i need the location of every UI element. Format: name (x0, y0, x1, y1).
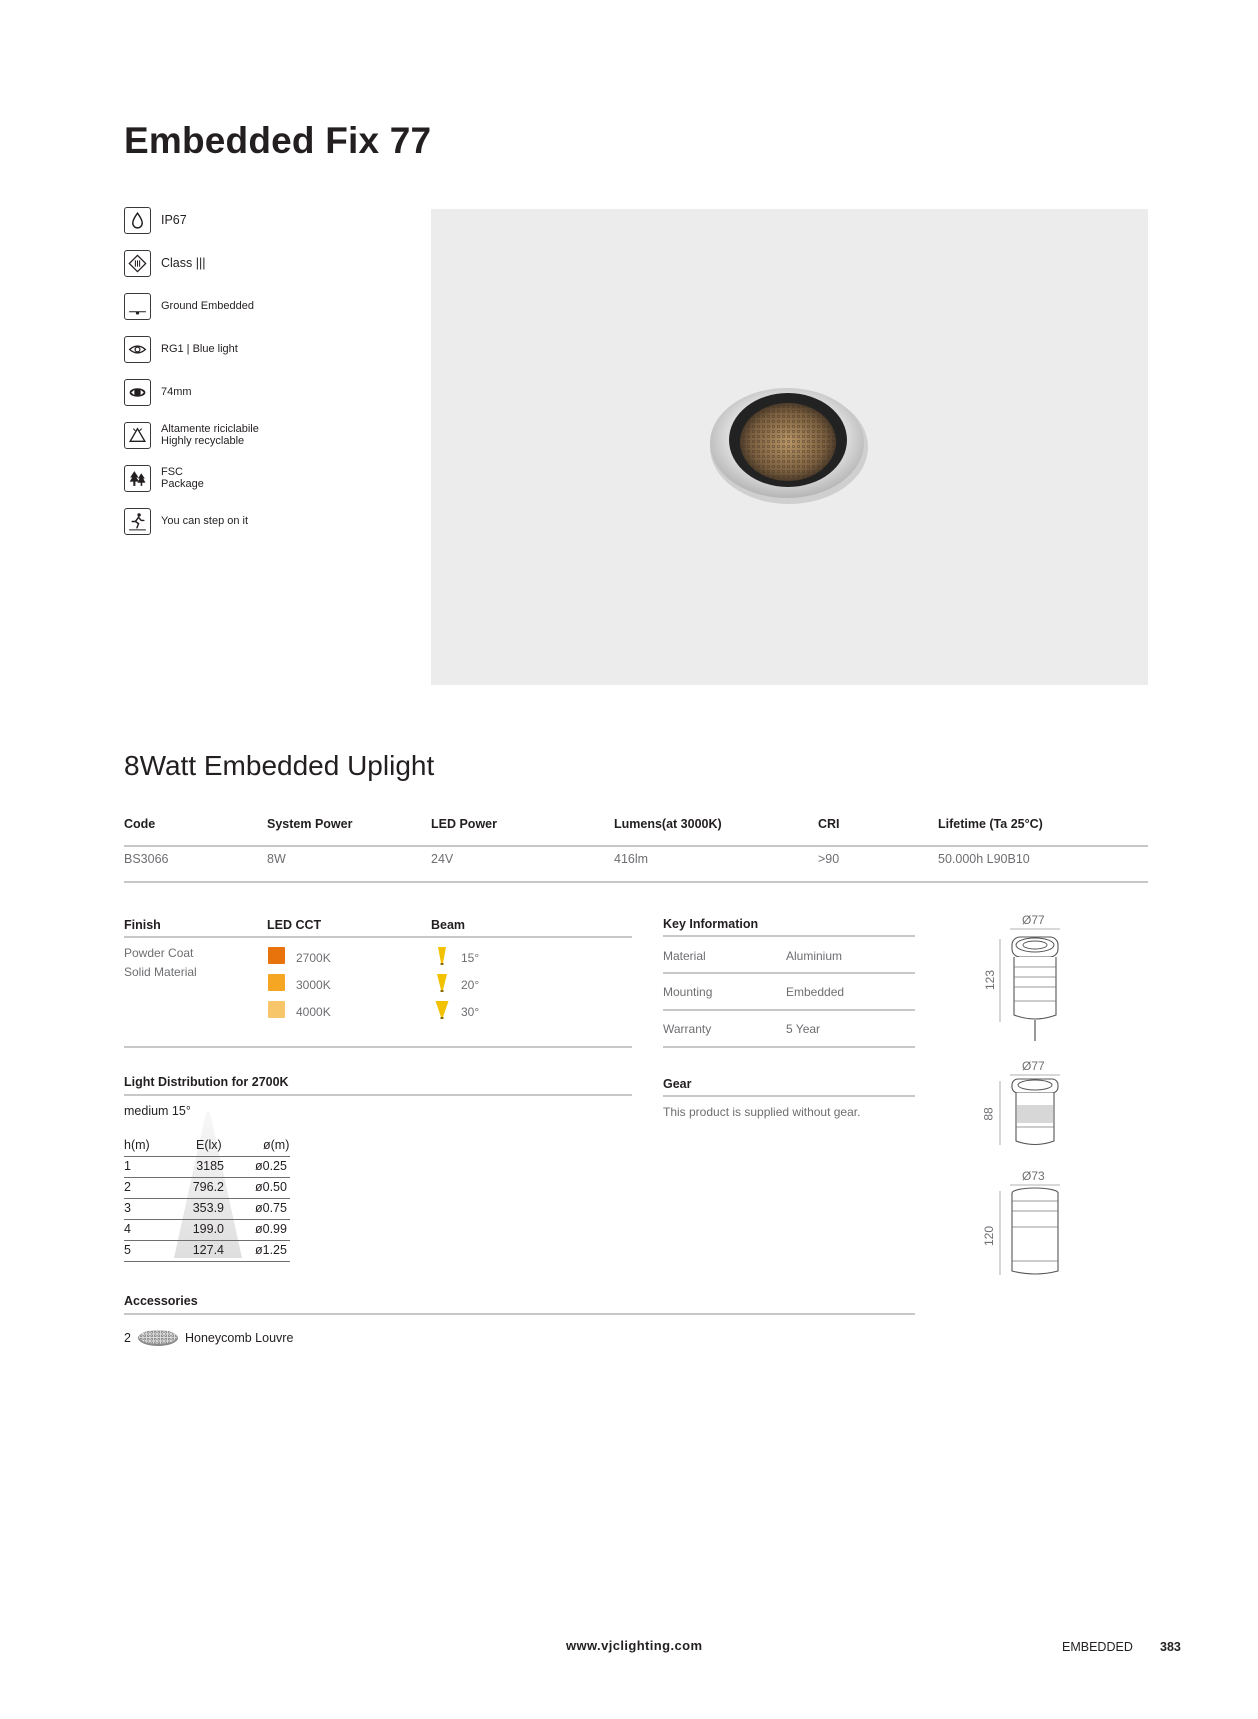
feature-recyclable (124, 421, 259, 449)
footer-section: EMBEDDED (1062, 1640, 1133, 1654)
feature-label-secondary: Package (161, 478, 204, 490)
divider (124, 936, 632, 938)
light-distribution-heading: Light Distribution for 2700K (124, 1075, 289, 1089)
drawing-fixture-1 (960, 927, 1080, 1047)
divider (124, 1313, 915, 1315)
cutout-icon (124, 379, 151, 406)
distribution-height: 5 (124, 1243, 131, 1257)
drawing-fixture-3 (960, 1183, 1080, 1283)
gear-text: This product is supplied without gear. (663, 1105, 861, 1119)
fsc-tree-icon (124, 465, 151, 492)
table-row (124, 1157, 290, 1178)
feature-fsc (124, 464, 204, 492)
product-photo (431, 209, 1148, 685)
distribution-height: 3 (124, 1201, 131, 1215)
cct-swatch-4000k (268, 1001, 285, 1018)
drawing-height: 120 (982, 1225, 997, 1247)
table-row (124, 1199, 290, 1220)
beam-heading: Beam (431, 918, 466, 932)
feature-step-on (124, 507, 248, 535)
technical-drawings (960, 913, 1080, 1293)
luminaire-image (431, 209, 1148, 685)
beam-label: 30° (461, 1005, 480, 1019)
accessory-label: Honeycomb Louvre (185, 1331, 294, 1345)
finish-heading: Finish (124, 918, 161, 932)
spec-header-led-power: LED Power (431, 817, 497, 831)
beam-label: 15° (461, 951, 480, 965)
spec-header-lifetime: Lifetime (Ta 25°C) (938, 817, 1043, 831)
key-info-label: Mounting (663, 985, 713, 999)
cct-label: 3000K (296, 978, 331, 992)
page-number: 383 (1160, 1640, 1181, 1654)
key-info-value: 5 Year (786, 1022, 821, 1036)
key-info-label: Material (663, 949, 706, 963)
key-info-value: Embedded (786, 985, 845, 999)
feature-label: 74mm (161, 386, 192, 398)
section-title: 8Watt Embedded Uplight (124, 750, 435, 781)
distribution-lux: 796.2 (192, 1180, 224, 1194)
key-info-value: Aluminium (786, 949, 843, 963)
feature-label: Ground Embedded (161, 300, 254, 312)
spec-header-code: Code (124, 817, 156, 831)
class-iii-icon (124, 250, 151, 277)
water-drop-icon (124, 207, 151, 234)
distribution-col-e: E(lx) (196, 1138, 222, 1152)
divider (124, 1094, 632, 1096)
cct-swatch-3000k (268, 974, 285, 991)
table-row (124, 1241, 290, 1262)
feature-label: RG1 | Blue light (161, 343, 238, 355)
recycle-icon (124, 422, 151, 449)
beam-type-label: medium 15° (124, 1104, 191, 1118)
divider (663, 1009, 915, 1011)
cct-label: 2700K (296, 951, 331, 965)
distribution-lux: 353.9 (192, 1201, 224, 1215)
gear-heading: Gear (663, 1077, 692, 1091)
key-info-label: Warranty (663, 1022, 712, 1036)
beam-30-icon (434, 1000, 450, 1025)
spec-lifetime: 50.000h L90B10 (938, 852, 1030, 866)
honeycomb-louvre-icon (136, 1327, 180, 1349)
spec-code: BS3066 (124, 852, 169, 866)
feature-ground-embedded (124, 292, 254, 320)
feature-label: FSC (161, 466, 183, 478)
distribution-height: 2 (124, 1180, 131, 1194)
feature-label-secondary: Highly recyclable (161, 435, 245, 447)
distribution-col-d: ø(m) (263, 1138, 290, 1152)
table-row (124, 1178, 290, 1199)
ground-embedded-icon (124, 293, 151, 320)
feature-ip67 (124, 206, 187, 234)
spec-led-power: 24V (431, 852, 454, 866)
distribution-diameter: ø0.50 (255, 1180, 287, 1194)
divider (663, 1046, 915, 1048)
drawing-diameter: Ø77 (1022, 1059, 1045, 1073)
distribution-lux: 3185 (196, 1159, 224, 1173)
distribution-diameter: ø1.25 (255, 1243, 287, 1257)
divider (124, 881, 1148, 883)
divider (663, 972, 915, 974)
distribution-diameter: ø0.25 (255, 1159, 287, 1173)
page-title: Embedded Fix 77 (124, 120, 432, 161)
feature-label: Altamente riciclabile (161, 423, 259, 435)
distribution-height: 4 (124, 1222, 131, 1236)
spec-system-power: 8W (267, 852, 286, 866)
beam-label: 20° (461, 978, 480, 992)
spec-value-row (124, 845, 1148, 880)
feature-label: You can step on it (161, 515, 249, 527)
table-row (124, 1220, 290, 1241)
eye-icon (124, 336, 151, 363)
drawing-diameter: Ø77 (1022, 913, 1045, 927)
distribution-header-row (124, 1136, 290, 1157)
spec-lumens: 416lm (614, 852, 649, 866)
step-on-icon (124, 508, 151, 535)
distribution-diameter: ø0.75 (255, 1201, 287, 1215)
divider (663, 935, 915, 937)
led-cct-heading: LED CCT (267, 918, 322, 932)
beam-20-icon (434, 973, 450, 998)
cct-swatch-2700k (268, 947, 285, 964)
distribution-lux: 199.0 (192, 1222, 224, 1236)
accessory-number: 2 (124, 1331, 131, 1345)
feature-class (124, 249, 205, 277)
feature-label: IP67 (161, 213, 187, 227)
drawing-height: 88 (981, 1107, 996, 1121)
beam-15-icon (434, 946, 450, 971)
feature-label: Class ||| (161, 256, 206, 270)
key-info-heading: Key Information (663, 917, 759, 931)
feature-cutout (124, 378, 192, 406)
spec-header-cri: CRI (818, 817, 840, 831)
drawing-height: 123 (983, 969, 998, 991)
spec-header-row (124, 810, 1148, 845)
divider (663, 1095, 915, 1097)
cct-label: 4000K (296, 1005, 331, 1019)
divider (124, 845, 1148, 847)
spec-header-system-power: System Power (267, 817, 353, 831)
footer-url[interactable]: www.vjclighting.com (566, 1638, 703, 1653)
accessories-heading: Accessories (124, 1294, 198, 1308)
distribution-height: 1 (124, 1159, 131, 1173)
drawing-diameter: Ø73 (1022, 1169, 1045, 1183)
spec-cri: >90 (818, 852, 840, 866)
finish-line: Powder Coat (124, 946, 194, 960)
distribution-lux: 127.4 (192, 1243, 224, 1257)
distribution-diameter: ø0.99 (255, 1222, 287, 1236)
drawing-fixture-2 (960, 1073, 1080, 1153)
spec-header-lumens: Lumens(at 3000K) (614, 817, 722, 831)
divider (124, 1046, 632, 1048)
finish-line: Solid Material (124, 965, 197, 979)
distribution-col-h: h(m) (124, 1138, 150, 1152)
feature-rg1 (124, 335, 238, 363)
